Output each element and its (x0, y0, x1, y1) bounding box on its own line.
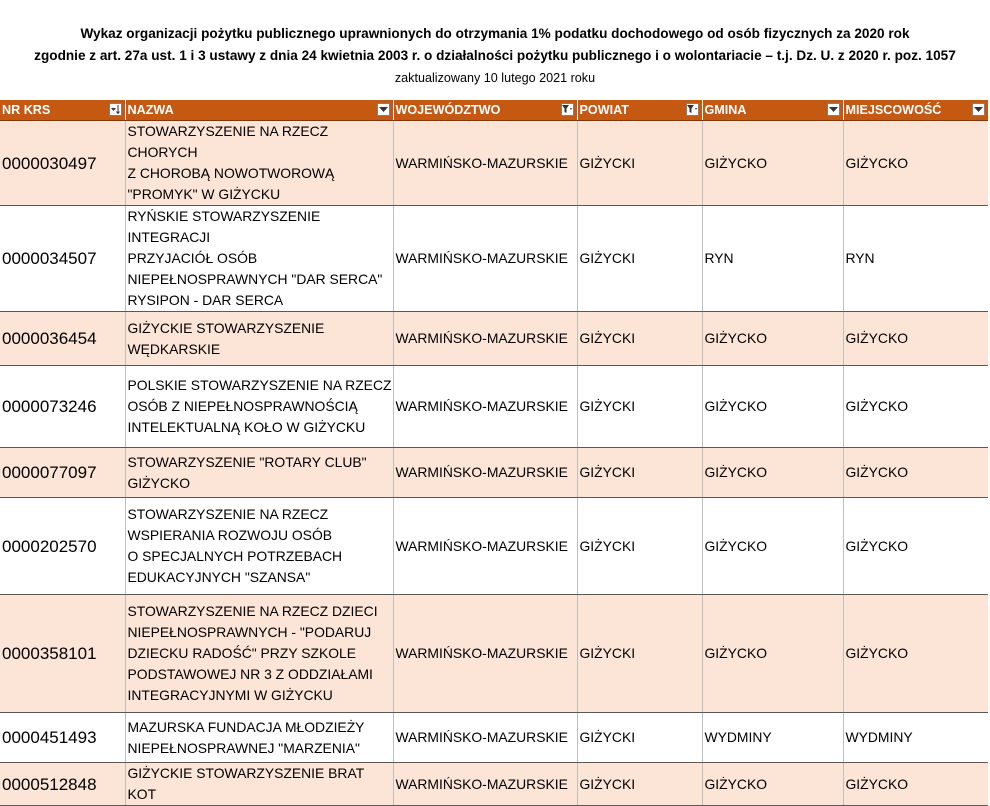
dropdown-icon[interactable] (827, 103, 840, 116)
name-cell[interactable] (125, 312, 393, 366)
column-header-label: POWIAT (579, 103, 629, 117)
sort-filter-icon[interactable] (109, 103, 122, 116)
column-header-powiat[interactable] (577, 100, 702, 121)
voivodeship-cell[interactable]: WARMIŃSKO-MAZURSKIE (393, 366, 577, 448)
column-header-label: WOJEWÓDZTWO (395, 103, 501, 117)
name-line: EDUKACYJNYCH "SZANSA" (127, 569, 311, 585)
locality-cell[interactable]: GIŻYCKO (843, 312, 988, 366)
name-line: MAZURSKA FUNDACJA MŁODZIEŻY (127, 718, 365, 735)
table-row[interactable] (0, 206, 988, 312)
filter-active-icon[interactable] (686, 103, 699, 116)
krs-cell[interactable]: 0000036454 (0, 312, 125, 366)
name-line: GIŻYCKIE STOWARZYSZENIE BRAT KOT (127, 765, 364, 802)
name-cell[interactable] (125, 498, 393, 595)
krs-cell[interactable]: 0000073246 (0, 366, 125, 448)
table-row[interactable] (0, 713, 988, 763)
name-line: GIŻYCKO (127, 474, 191, 491)
voivodeship-cell[interactable]: WARMIŃSKO-MAZURSKIE (393, 713, 577, 763)
krs-cell[interactable]: 0000030497 (0, 121, 125, 206)
name-line: NIEPEŁNOSPRAWNYCH - "PODARUJ (127, 624, 372, 640)
name-line: RYŃSKIE STOWARZYSZENIE INTEGRACJI (127, 208, 321, 245)
commune-cell[interactable]: GIŻYCKO (702, 312, 843, 366)
commune-cell[interactable]: GIŻYCKO (702, 448, 843, 498)
krs-cell[interactable]: 0000512848 (0, 763, 125, 806)
voivodeship-cell[interactable]: WARMIŃSKO-MAZURSKIE (393, 498, 577, 595)
name-line: NIEPEŁNOSPRAWNYCH "DAR SERCA" (127, 271, 383, 287)
table-row[interactable] (0, 498, 988, 595)
locality-cell[interactable]: WYDMINY (843, 713, 988, 763)
table-row[interactable] (0, 312, 988, 366)
commune-cell[interactable]: GIŻYCKO (702, 763, 843, 806)
krs-cell[interactable]: 0000202570 (0, 498, 125, 595)
column-header-nr-krs[interactable] (0, 100, 125, 121)
name-line: GIŻYCKIE STOWARZYSZENIE (127, 319, 325, 336)
name-line: INTELEKTUALNĄ KOŁO W GIŻYCKU (127, 419, 366, 435)
table-row[interactable] (0, 448, 988, 498)
name-cell[interactable] (125, 713, 393, 763)
commune-cell[interactable]: GIŻYCKO (702, 366, 843, 448)
name-line: RYSIPON - DAR SERCA (127, 292, 284, 308)
table-row[interactable] (0, 763, 988, 806)
krs-cell[interactable]: 0000358101 (0, 595, 125, 713)
name-line: POLSKIE STOWARZYSZENIE NA RZECZ (127, 377, 392, 393)
locality-cell[interactable]: GIŻYCKO (843, 595, 988, 713)
name-line: "PROMYK" W GIŻYCKU (127, 186, 281, 202)
name-line: DZIECKU RADOŚĆ" PRZY SZKOLE (127, 645, 357, 661)
table-row[interactable] (0, 121, 988, 206)
name-line: STOWARZYSZENIE NA RZECZ DZIECI (127, 603, 378, 619)
commune-cell[interactable]: RYN (702, 206, 843, 312)
dropdown-icon[interactable] (972, 103, 985, 116)
county-cell[interactable]: GIŻYCKI (577, 448, 702, 498)
name-line: WĘDKARSKIE (127, 340, 221, 357)
voivodeship-cell[interactable]: WARMIŃSKO-MAZURSKIE (393, 763, 577, 806)
update-note: zaktualizowany 10 lutego 2021 roku (394, 71, 596, 85)
name-cell[interactable] (125, 206, 393, 312)
krs-cell[interactable]: 0000451493 (0, 713, 125, 763)
locality-cell[interactable]: GIŻYCKO (843, 121, 988, 206)
column-header-label: NAZWA (127, 103, 174, 117)
title-line-2: zgodnie z art. 27a ust. 1 i 3 ustawy z dnia 24 kwietnia 2003 r. o działalności pożytku publicznego i o wolontariacie – t.j. Dz. U. z 2020 r. poz. 1057 (34, 48, 956, 63)
column-header-wojew-dztwo[interactable] (393, 100, 577, 121)
voivodeship-cell[interactable]: WARMIŃSKO-MAZURSKIE (393, 448, 577, 498)
name-line: WSPIERANIA ROZWOJU OSÓB (127, 527, 333, 543)
dropdown-icon[interactable] (377, 103, 390, 116)
column-header-label: NR KRS (2, 103, 51, 117)
name-line: NIEPEŁNOSPRAWNEJ "MARZENIA" (127, 739, 360, 756)
krs-cell[interactable]: 0000034507 (0, 206, 125, 312)
name-line: STOWARZYSZENIE NA RZECZ CHORYCH (127, 123, 329, 160)
name-line: OSÓB Z NIEPEŁNOSPRAWNOŚCIĄ (127, 398, 358, 414)
voivodeship-cell[interactable]: WARMIŃSKO-MAZURSKIE (393, 206, 577, 312)
name-line: O SPECJALNYCH POTRZEBACH (127, 548, 343, 564)
name-cell[interactable] (125, 366, 393, 448)
county-cell[interactable]: GIŻYCKI (577, 206, 702, 312)
county-cell[interactable]: GIŻYCKI (577, 121, 702, 206)
name-line: PRZYJACIÓŁ OSÓB (127, 250, 258, 266)
county-cell[interactable]: GIŻYCKI (577, 366, 702, 448)
column-header-nazwa[interactable] (125, 100, 393, 121)
locality-cell[interactable]: GIŻYCKO (843, 498, 988, 595)
locality-cell[interactable]: RYN (843, 206, 988, 312)
name-cell[interactable] (125, 121, 393, 206)
commune-cell[interactable]: GIŻYCKO (702, 595, 843, 713)
table-row[interactable] (0, 595, 988, 713)
locality-cell[interactable]: GIŻYCKO (843, 366, 988, 448)
filter-active-icon[interactable] (561, 103, 574, 116)
name-cell[interactable] (125, 448, 393, 498)
column-header-label: MIEJSCOWOŚĆ (845, 103, 942, 117)
voivodeship-cell[interactable]: WARMIŃSKO-MAZURSKIE (393, 595, 577, 713)
locality-cell[interactable]: GIŻYCKO (843, 763, 988, 806)
county-cell[interactable]: GIŻYCKI (577, 763, 702, 806)
name-cell[interactable] (125, 763, 393, 806)
name-line: Z CHOROBĄ NOWOTWOROWĄ (127, 165, 335, 181)
county-cell[interactable]: GIŻYCKI (577, 713, 702, 763)
name-cell[interactable] (125, 595, 393, 713)
krs-cell[interactable]: 0000077097 (0, 448, 125, 498)
commune-cell[interactable]: WYDMINY (702, 713, 843, 763)
voivodeship-cell[interactable]: WARMIŃSKO-MAZURSKIE (393, 121, 577, 206)
commune-cell[interactable]: GIŻYCKO (702, 498, 843, 595)
title-line-1: Wykaz organizacji pożytku publicznego uprawnionych do otrzymania 1% podatku dochodowego od osób fizycznych za 2020 rok (80, 26, 910, 41)
name-line: STOWARZYSZENIE "ROTARY CLUB" (127, 453, 367, 470)
county-cell[interactable]: GIŻYCKI (577, 595, 702, 713)
county-cell[interactable]: GIŻYCKI (577, 312, 702, 366)
column-header-gmina[interactable] (702, 100, 843, 121)
column-header-label: GMINA (704, 103, 747, 117)
name-line: INTEGRACYJNYMI W GIŻYCKU (127, 687, 333, 703)
commune-cell[interactable]: GIŻYCKO (702, 121, 843, 206)
header-row (0, 100, 988, 121)
name-line: PODSTAWOWEJ NR 3 Z ODDZIAŁAMI (127, 666, 373, 682)
table-body (0, 121, 988, 806)
locality-cell[interactable]: GIŻYCKO (843, 448, 988, 498)
organizations-table (0, 100, 988, 806)
table-row[interactable] (0, 366, 988, 448)
name-line: STOWARZYSZENIE NA RZECZ (127, 506, 329, 522)
county-cell[interactable]: GIŻYCKI (577, 498, 702, 595)
voivodeship-cell[interactable]: WARMIŃSKO-MAZURSKIE (393, 312, 577, 366)
column-header-miejscowo-[interactable] (843, 100, 988, 121)
